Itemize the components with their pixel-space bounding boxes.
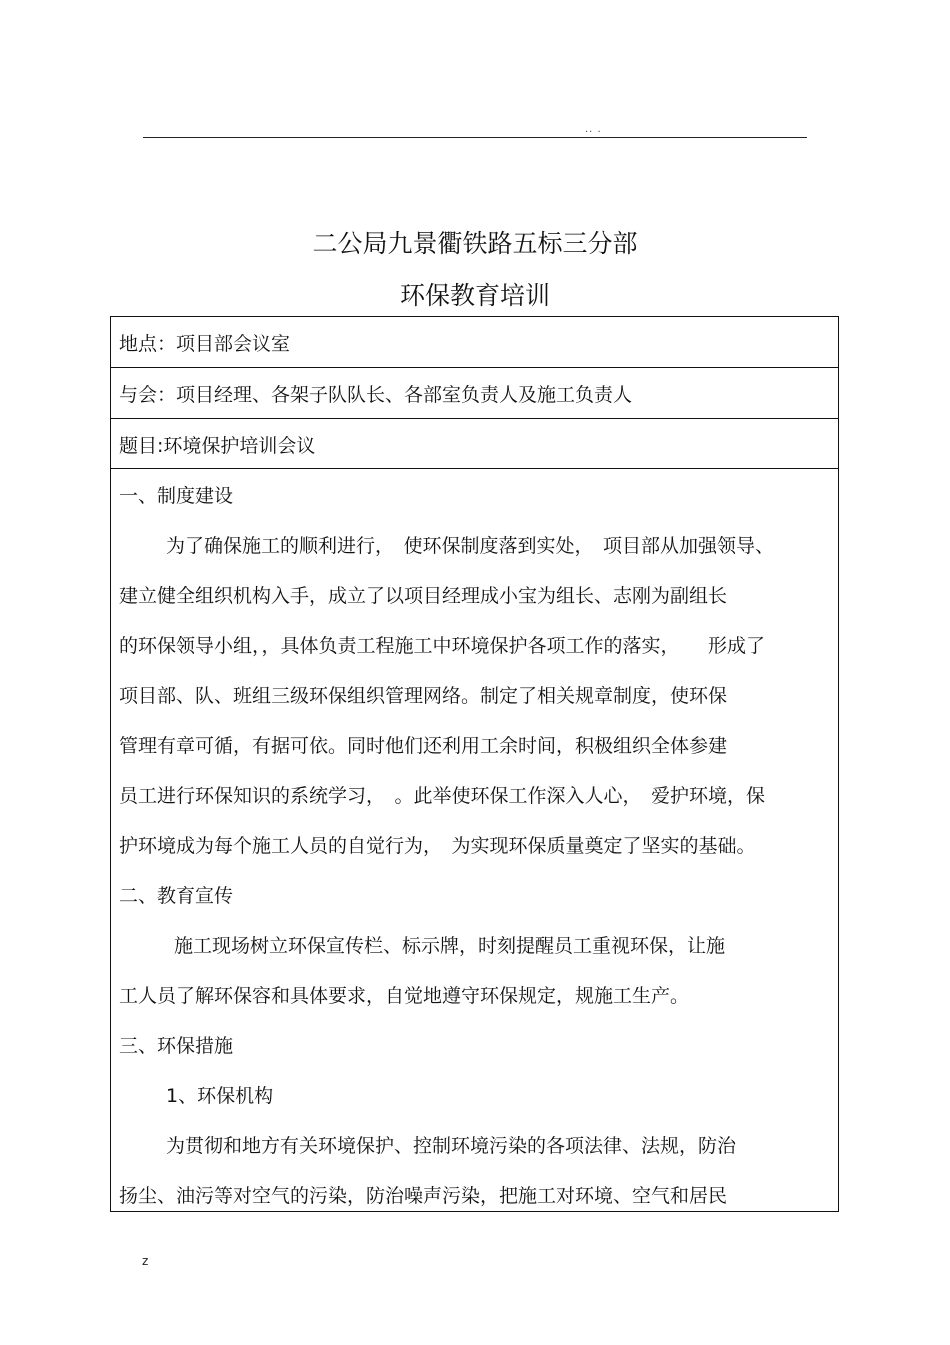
document-title: 二公局九景衢铁路五标三分部 [312, 229, 638, 258]
paragraph-line: 项目部、队、班组三级环保组织管理网络。制定了相关规章制度，使环保 [119, 685, 728, 707]
paragraph-line: 护环境成为每个施工人员的自觉行为， 为实现环保质量奠定了坚实的基础。 [119, 835, 756, 857]
topic-text: 题目:环境保护培训会议 [119, 435, 316, 457]
paragraph-line: 为了确保施工的顺利进行， 使环保制度落到实处， 项目部从加强领导、 [166, 535, 775, 557]
document-subtitle: 环保教育培训 [399, 281, 550, 310]
section-heading: 二、教育宣传 [119, 885, 234, 907]
location-text: 地点：项目部会议室 [119, 333, 291, 355]
paragraph-line: 施工现场树立环保宣传栏、标示牌，时刻提醒员工重视环保，让施 [174, 935, 726, 957]
footer-mark: z [142, 1254, 149, 1268]
section-heading: 一、制度建设 [119, 485, 234, 507]
paragraph-line: 员工进行环保知识的系统学习， 。此举使环保工作深入人心， 爱护环境，保 [119, 785, 766, 807]
paragraph-line: 的环保领导小组，，具体负责工程施工中环境保护各项工作的落实， 形成了 [119, 635, 766, 657]
subsection-heading: 1、环保机构 [166, 1085, 274, 1107]
paragraph-line: 扬尘、油污等对空气的污染，防治噪声污染，把施工对环境、空气和居民 [119, 1185, 728, 1207]
header-rule [143, 137, 807, 138]
location-row [111, 317, 838, 368]
content-table [110, 316, 839, 1212]
attendees-text: 与会：项目经理、各架子队队长、各部室负责人及施工负责人 [119, 384, 633, 406]
attendees-row [111, 368, 838, 419]
section-heading: 三、环保措施 [119, 1035, 234, 1057]
topic-row [111, 419, 838, 469]
paragraph-line: 工人员了解环保容和具体要求，自觉地遵守环保规定，规施工生产。 [119, 985, 690, 1007]
paragraph-line: 为贯彻和地方有关环境保护、控制环境污染的各项法律、法规，防治 [166, 1135, 737, 1157]
header-mark: .. . [585, 124, 602, 135]
paragraph-line: 管理有章可循，有据可依。同时他们还利用工余时间，积极组织全体参建 [119, 735, 728, 757]
paragraph-line: 建立健全组织机构入手，成立了以项目经理成小宝为组长、志刚为副组长 [119, 585, 728, 607]
